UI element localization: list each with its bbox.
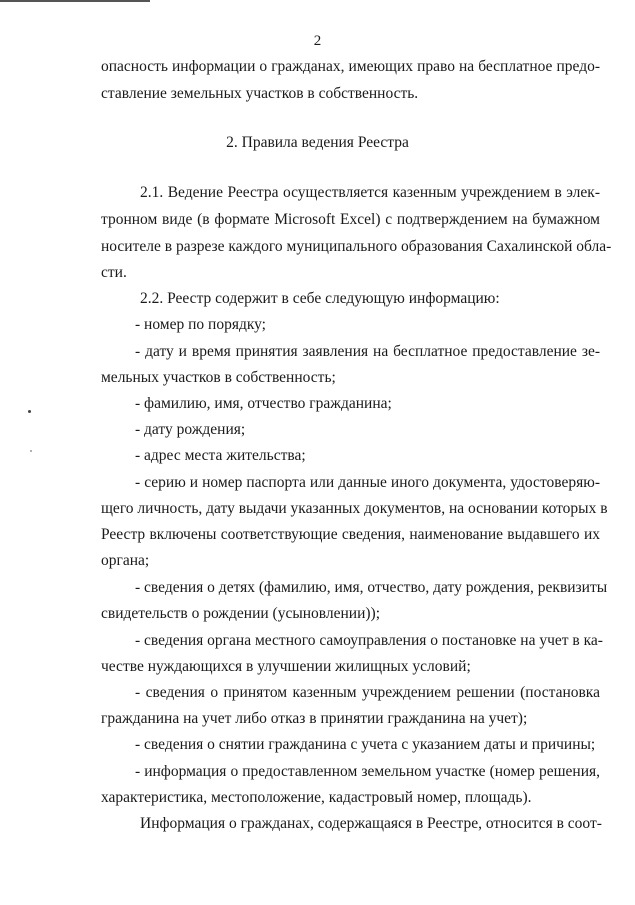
section-heading: 2. Правила ведения Реестра	[226, 134, 409, 151]
text-line: 2.2. Реестр содержит в себе следующую информацию:	[140, 290, 500, 307]
text-line: характеристика, местоположение, кадастровый номер, площадь).	[101, 789, 532, 806]
list-item: - информация о предоставленном земельном участке (номер решения,	[135, 763, 600, 780]
list-item: - номер по порядку;	[135, 316, 266, 333]
text-line: органа;	[101, 552, 150, 569]
text-line: носителе в разрезе каждого муниципального образования Сахалинской обла-	[101, 238, 612, 255]
text-line: Реестр включены соответствующие сведения, наименование выдавшего их	[101, 526, 600, 543]
text-line: 2.1. Ведение Реестра осуществляется казенным учреждением в элек-	[140, 184, 600, 201]
text-line: мельных участков в собственность;	[101, 369, 336, 386]
text-line: тронном виде (в формате Microsoft Excel) с подтверждением на бумажном	[101, 211, 600, 228]
top-edge-rule	[0, 0, 150, 2]
list-item: - сведения органа местного самоуправления о постановке на учет в ка-	[135, 632, 603, 649]
list-item: - сведения о детях (фамилию, имя, отчество, дату рождения, реквизиты	[135, 579, 608, 596]
text-line: честве нуждающихся в улучшении жилищных условий;	[101, 658, 471, 675]
list-item: - сведения о снятии гражданина с учета с указанием даты и причины;	[135, 736, 596, 753]
list-item: - адрес места жительства;	[135, 447, 306, 464]
text-line: ставление земельных участков в собственность.	[101, 85, 419, 102]
list-item: - сведения о принятом казенным учреждением решении (постановка	[135, 684, 600, 701]
list-item: - серию и номер паспорта или данные иного документа, удостоверяю-	[135, 474, 600, 491]
page-number: 2	[313, 33, 322, 49]
text-line: щего личность, дату выдачи указанных документов, на основании которых в	[101, 500, 608, 517]
list-item: - фамилию, имя, отчество гражданина;	[135, 395, 392, 412]
text-line: Информация о гражданах, содержащаяся в Реестре, относится в соот-	[140, 815, 602, 832]
text-line: свидетельств о рождении (усыновлении));	[101, 605, 381, 622]
list-item: - дату и время принятия заявления на бесплатное предоставление зе-	[135, 343, 600, 360]
scan-speck	[30, 450, 32, 452]
scan-speck	[28, 410, 31, 413]
text-line: опасность информации о гражданах, имеющих право на бесплатное предо-	[101, 58, 600, 75]
list-item: - дату рождения;	[135, 421, 246, 438]
text-line: гражданина на учет либо отказ в принятии гражданина на учет);	[101, 710, 528, 727]
text-line: сти.	[101, 264, 127, 281]
